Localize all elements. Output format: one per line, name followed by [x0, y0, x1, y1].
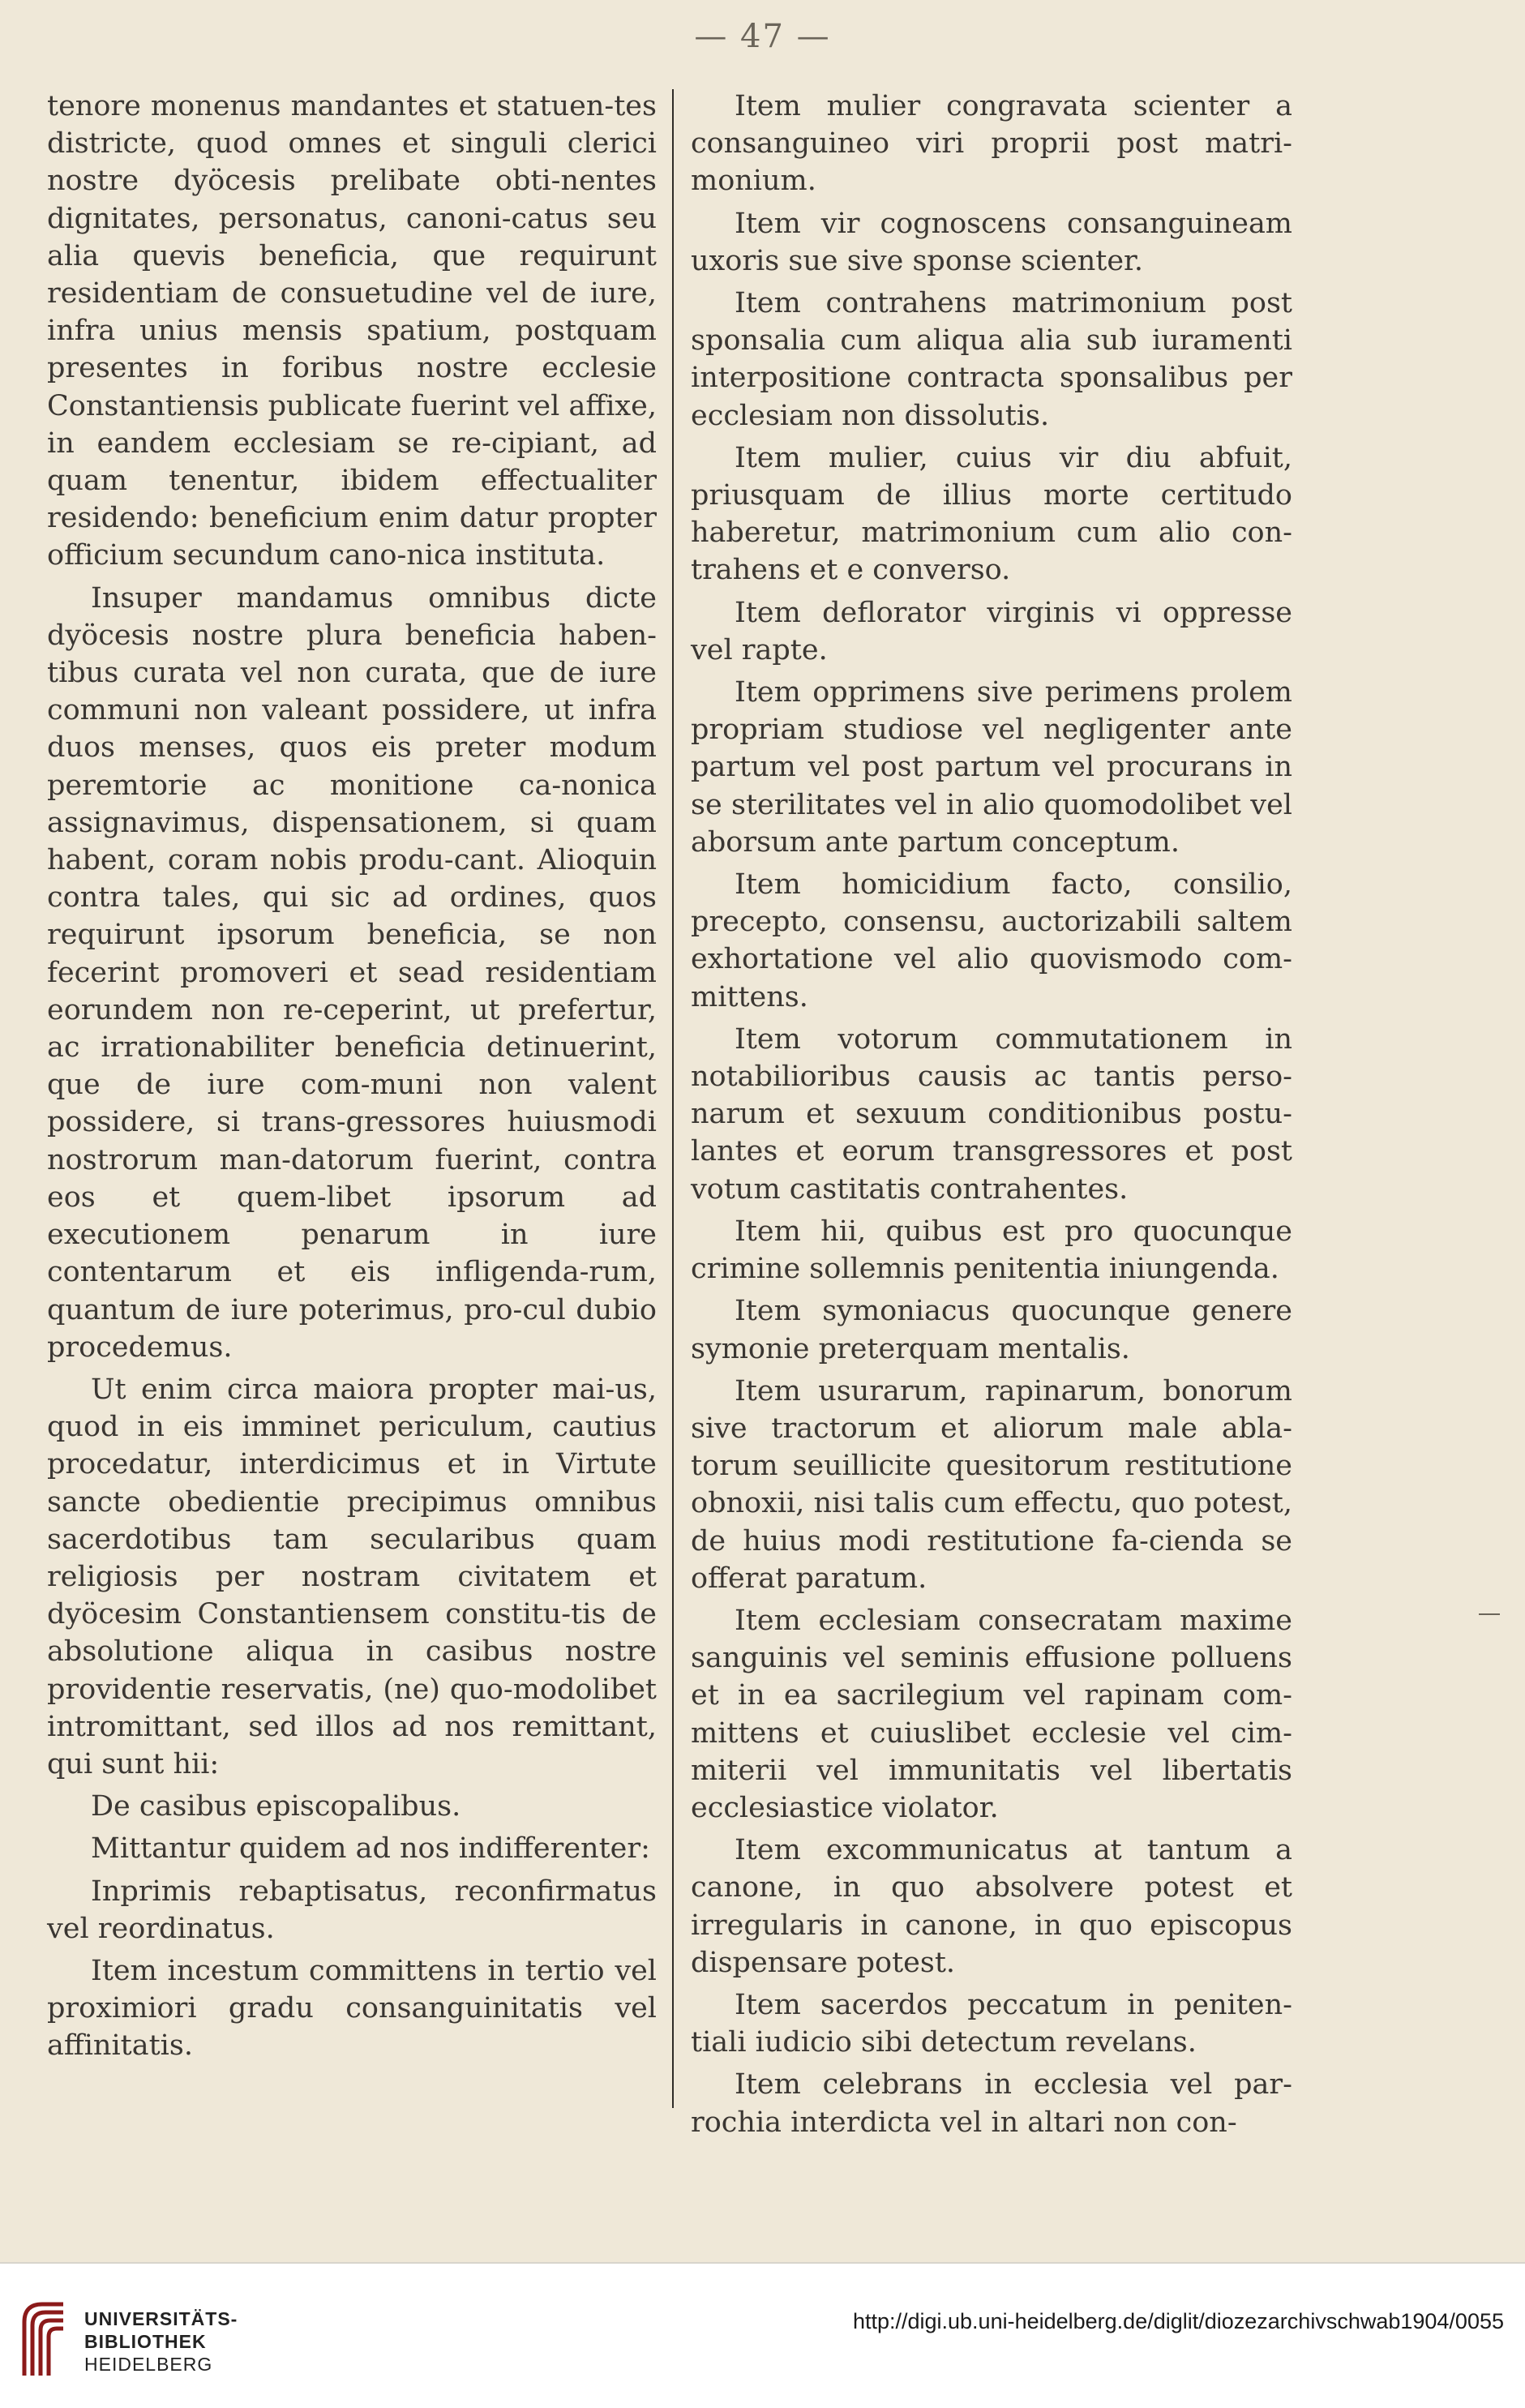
paragraph: Item sacerdos peccatum in peniten-tiali iudicio sibi detectum revelans. [691, 1988, 1292, 2059]
paragraph: Item mulier, cuius vir diu abfuit, priusquam de illius morte certitudo haberetur, matrimonium cum alio con-trahens et e converso. [691, 441, 1292, 587]
paragraph: tenore monenus mandantes et statuen-tes districte, quod omnes et singuli clerici nostre dyöcesis prelibate obti-nentes dignitates, personatus, canoni-catus seu alia quevis beneficia, que requirunt residentiam de consuetudine vel de iure, infra unius mensis spatium, postquam presentes in foribus nostre ecclesie Constantiensis publicate fuerint vel affixe, in eandem ecclesiam se re-cipiant, ad quam tenentur, ibidem effectualiter residendo: beneficium enim datur propter officium secundum cano-nica instituta. [47, 90, 657, 572]
paragraph: Item excommunicatus at tantum a canone, in quo absolvere potest et irregularis in canone, in quo episcopus dispensare potest. [691, 1834, 1292, 1979]
paragraph: Item vir cognoscens consanguineam uxoris sue sive sponse scienter. [691, 207, 1292, 277]
paragraph: Item symoniacus quocunque genere symonie preterquam mentalis. [691, 1295, 1292, 1365]
paragraph: Item contrahens matrimonium post sponsalia cum aliqua alia sub iuramenti interpositione contracta sponsalibus per ecclesiam non dissolutis. [691, 287, 1292, 432]
library-name-line2: BIBLIOTHEK [84, 2331, 207, 2352]
paragraph: Ut enim circa maiora propter mai-us, quod in eis imminet periculum, cautius procedatur, interdicimus et in Virtute sancte obedientie precipimus omnibus sacerdotibus tam secularibus quam religiosis per nostram civitatem et dyöcesim Constantiensem constitu-tis de absolutione aliqua in casibus nostre providentie reservatis, (ne) quo-modolibet intromittant, sed illos ad nos remittant, qui sunt hii: [47, 1373, 657, 1780]
paragraph: Item incestum committens in tertio vel proximiori gradu consanguinitatis vel affinitatis. [47, 1954, 657, 2063]
paragraph: Mittantur quidem ad nos indifferenter: [91, 1832, 650, 1866]
paragraph: Item homicidium facto, consilio, precepto, consensu, auctorizabili saltem exhortatione vel alio quovismodo com-mittens. [691, 868, 1292, 1013]
footer-bar [0, 2262, 1525, 2408]
paragraph: Insuper mandamus omnibus dicte dyöcesis nostre plura beneficia haben-tibus curata vel non curata, que de iure communi non valeant possidere, ut infra duos menses, quos eis preter modum peremtorie ac monitione ca-nonica assignavimus, dispensationem, si quam habent, coram nobis produ-cant. Alioquin contra tales, qui sic ad ordines, quos requirunt ipsorum beneficia, se non fecerint promoveri et sead residentiam eorundem non re-ceperint, ut prefertur, ac irrationabiliter beneficia detinuerint, que de iure com-muni non valent possidere, si trans-gressores huiusmodi nostrorum man-datorum fuerint, contra eos et quem-libet ipsorum ad executionem penarum in iure contentarum et eis infligenda-rum, quantum de iure poterimus, pro-cul dubio procedemus. [47, 581, 657, 1364]
paragraph: Item deflorator virginis vi oppresse vel rapte. [691, 596, 1292, 666]
paragraph: Item votorum commutationem in notabilioribus causis ac tantis perso-narum et sexuum conditionibus postu-lantes et eorum transgressores et post votum castitatis contrahentes. [691, 1022, 1292, 1206]
section-heading: De casibus episcopalibus. [91, 1790, 461, 1823]
paragraph: Item hii, quibus est pro quocunque crimine sollemnis penitentia iniungenda. [691, 1215, 1292, 1286]
left-column [47, 88, 657, 2070]
margin-mark [1479, 1613, 1500, 1615]
column-divider [672, 89, 674, 2108]
page-number: — 47 — [694, 18, 831, 55]
library-logo-icon [18, 2298, 68, 2379]
paragraph: Item usurarum, rapinarum, bonorum sive tractorum et aliorum male abla-torum seuillicite quesitorum restitutione obnoxii, nisi talis cum effectu, quo potest, de huius modi restitutione fa-cienda se offerat paratum. [691, 1374, 1292, 1595]
paragraph: Item celebrans in ecclesia vel par-rochia interdicta vel in altari non con- [691, 2068, 1292, 2139]
library-name-line1: UNIVERSITÄTS- [84, 2308, 238, 2329]
library-name [84, 2307, 238, 2376]
library-name-line3: HEIDELBERG [84, 2354, 213, 2375]
paragraph: Item mulier congravata scienter a consanguineo viri proprii post matri-monium. [691, 90, 1292, 198]
paragraph: Inprimis rebaptisatus, reconfirmatus vel reordinatus. [47, 1875, 657, 1945]
source-url-link[interactable]: http://digi.ub.uni-heidelberg.de/diglit/diozezarchivschwab1904/0055 [852, 2309, 1504, 2333]
paragraph: Item ecclesiam consecratam maxime sanguinis vel seminis effusione polluens et in ea sacrilegium vel rapinam com-mittens et cuiuslibet ecclesie vel cim-miterii vel immunitatis vel libertatis ecclesiastice violator. [691, 1604, 1292, 1824]
paragraph: Item opprimens sive perimens prolem propriam studiose vel negligenter ante partum vel post partum vel procurans in se sterilitates vel in alio quomodolibet vel aborsum ante partum conceptum. [691, 676, 1292, 859]
right-column [691, 88, 1292, 2146]
